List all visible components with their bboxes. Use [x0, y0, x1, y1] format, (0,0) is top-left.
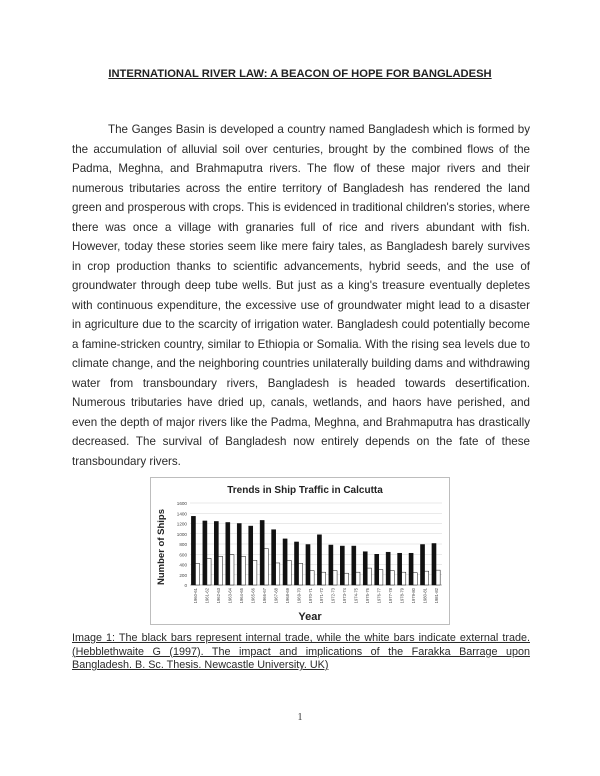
bar-external-trade [413, 573, 417, 585]
x-tick-label: 1967-68 [273, 588, 279, 604]
bar-internal-trade [249, 526, 253, 585]
x-tick-label: 1980-81 [422, 588, 428, 604]
bar-internal-trade [409, 553, 413, 585]
bar-internal-trade [306, 545, 310, 585]
bar-external-trade [379, 570, 383, 585]
bar-internal-trade [260, 520, 264, 585]
bar-internal-trade [294, 542, 298, 585]
y-tick-label: 200 [179, 572, 187, 578]
chart-ylabel: Number of Ships [156, 508, 167, 586]
bar-internal-trade [386, 552, 390, 585]
x-tick-label: 1975-76 [365, 588, 371, 604]
x-tick-label: 1964-65 [239, 588, 245, 604]
x-tick-label: 1965-66 [250, 588, 256, 604]
x-tick-label: 1966-67 [261, 588, 267, 604]
bar-internal-trade [340, 546, 344, 585]
x-tick-label: 1981-82 [433, 588, 439, 604]
bar-external-trade [321, 572, 325, 585]
y-tick-label: 400 [179, 562, 187, 568]
bar-external-trade [287, 560, 291, 585]
x-tick-label: 1960-61 [193, 588, 199, 604]
x-tick-label: 1962-63 [216, 588, 222, 604]
bar-external-trade [218, 556, 222, 585]
x-tick-label: 1978-79 [399, 588, 405, 604]
x-tick-label: 1973-74 [342, 588, 348, 604]
bar-external-trade [195, 563, 199, 585]
bar-external-trade [241, 556, 245, 585]
y-tick-label: 1600 [176, 501, 187, 506]
bar-internal-trade [398, 553, 402, 585]
bar-external-trade [390, 571, 394, 585]
bar-external-trade [402, 572, 406, 585]
bar-external-trade [310, 571, 314, 585]
bar-internal-trade [214, 521, 218, 585]
bar-internal-trade [420, 545, 424, 585]
y-tick-label: 1200 [176, 521, 187, 527]
bar-external-trade [299, 563, 303, 585]
bar-internal-trade [226, 522, 230, 585]
bar-internal-trade [203, 521, 207, 585]
bar-external-trade [207, 558, 211, 585]
figure-caption: Image 1: The black bars represent internal trade, while the white bars indicate external trade. (Hebblethwaite G (1997). The impact and implications of the Farakka Barrage upon Bangladesh. B. Sc. Thesis. Newcastle University. UK) [72, 632, 530, 671]
bar-internal-trade [272, 530, 276, 585]
x-tick-label: 1971-72 [319, 588, 325, 604]
y-tick-label: 1400 [176, 511, 187, 517]
bar-external-trade [264, 549, 268, 585]
x-tick-label: 1963-64 [227, 588, 233, 604]
x-tick-label: 1977-78 [387, 588, 393, 604]
chart-y-ticks [177, 501, 188, 588]
bar-external-trade [276, 563, 280, 585]
bar-external-trade [344, 573, 348, 585]
page-number: 1 [297, 712, 303, 723]
bar-internal-trade [329, 545, 333, 585]
chart-title: Trends in Ship Traffic in Calcutta [227, 485, 383, 496]
bar-internal-trade [191, 516, 195, 585]
bar-external-trade [333, 571, 337, 585]
bar-internal-trade [363, 552, 367, 585]
bar-external-trade [436, 570, 440, 585]
y-tick-label: 800 [179, 542, 187, 547]
x-tick-label: 1961-62 [204, 588, 210, 604]
chart-xlabel: Year [298, 611, 322, 623]
bar-external-trade [425, 571, 429, 585]
bar-internal-trade [283, 539, 287, 585]
document-title: INTERNATIONAL RIVER LAW: A BEACON OF HOPE FOR BANGLADESH [108, 68, 492, 80]
x-tick-label: 1976-77 [376, 588, 382, 604]
bar-external-trade [253, 560, 257, 585]
y-tick-label: 0 [184, 583, 187, 588]
x-tick-label: 1974-75 [353, 588, 359, 604]
ship-traffic-chart [150, 477, 450, 625]
bar-internal-trade [352, 546, 356, 585]
x-tick-label: 1972-73 [330, 588, 336, 604]
bar-external-trade [356, 572, 360, 585]
x-tick-label: 1970-71 [307, 588, 313, 604]
bar-external-trade [230, 555, 234, 585]
bar-internal-trade [432, 543, 436, 585]
y-tick-label: 1000 [176, 531, 187, 537]
bar-external-trade [367, 568, 371, 585]
x-tick-label: 1969-70 [296, 588, 302, 604]
y-tick-label: 600 [179, 552, 187, 558]
body-paragraph: The Ganges Basin is developed a country named Bangladesh which is formed by the accumulation of alluvial soil over centuries, brought by the combined flows of the Padma, Meghna, and Brahmaputra rivers. The flow of these major rivers and their numerous tributaries across the entire territory of Bangladesh has rendered the land green and prosperous with crops. This is evidenced in traditional children's stories, where there was once a village with granaries full of rice and rivers abundant with fish. However, today these stories seem like mere fairy tales, as Bangladesh barely survives in crop production thanks to scientific advancements, hybrid seeds, and the use of groundwater through deep tube wells. But just as a king's treasure eventually depletes with continuous expenditure, the excessive use of groundwater might lead to a disaster in agriculture due to the scarcity of irrigation water. Bangladesh could potentially become a famine-stricken country, similar to Ethiopia or Somalia. With the rising sea levels due to climate change, and the neighboring countries unilaterally building dams and withdrawing water from transboundary rivers, Bangladesh is headed towards desertification. Numerous tributaries have dried up, canals, wetlands, and haors have perished, and even the depth of major rivers like the Padma, Meghna, and Brahmaputra has drastically decreased. The survival of Bangladesh now entirely depends on the fate of these transboundary rivers. [72, 123, 530, 468]
chart-svg [150, 477, 450, 625]
x-tick-label: 1979-80 [410, 588, 416, 604]
bar-internal-trade [237, 524, 241, 586]
bar-internal-trade [375, 554, 379, 585]
bar-internal-trade [317, 535, 321, 585]
x-tick-label: 1968-69 [284, 588, 290, 604]
